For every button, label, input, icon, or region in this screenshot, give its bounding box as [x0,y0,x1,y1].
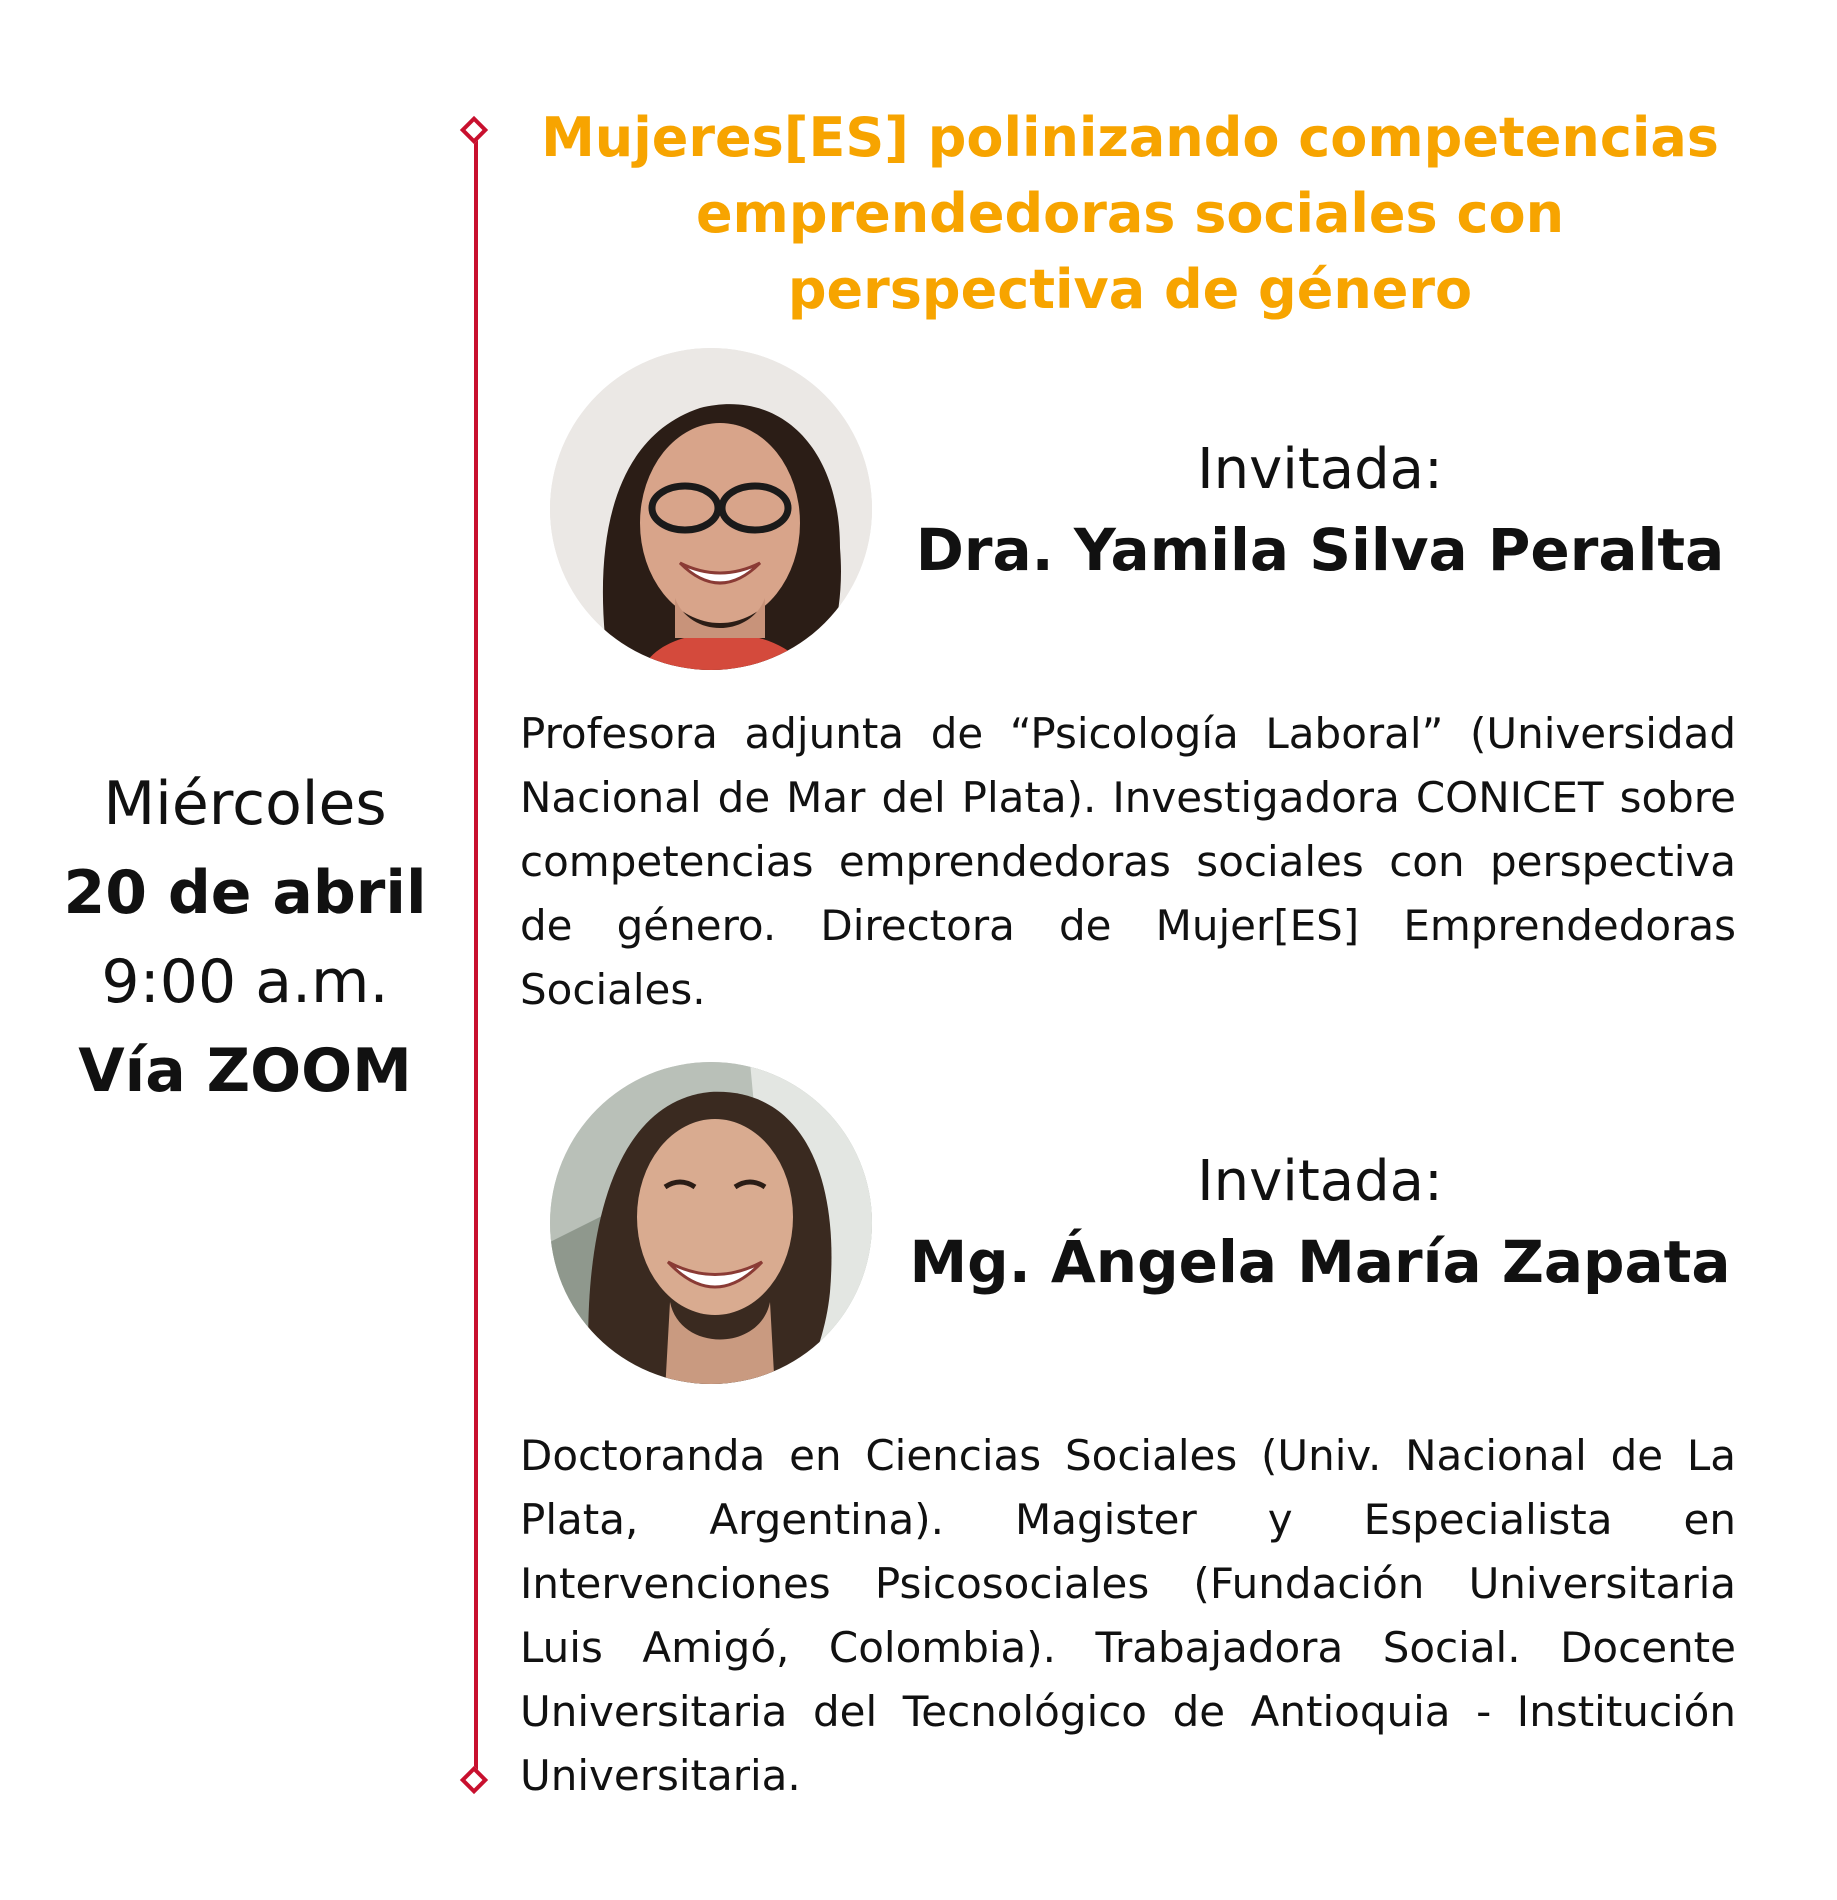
guest-1-heading [900,432,1740,592]
event-day: Miércoles [103,769,387,839]
guest-2-heading [900,1144,1740,1304]
timeline-start-marker [460,116,488,144]
event-title: Mujeres[ES] polinizando competencias emprendedoras sociales con perspectiva de género [541,106,1719,321]
timeline-line [474,128,478,1788]
guest-1-bio: Profesora adjunta de “Psicología Laboral” (Universidad Nacional de Mar del Plata). Investigadora CONICET sobre competencias emprendedoras sociales con perspectiva de género. Directora de Mujer[ES] Emprendedoras Sociales. [520,709,1736,1014]
guest-2-avatar [550,1062,872,1384]
guest-2-label: Invitada: [1197,1149,1443,1214]
guest-1-name: Dra. Yamila Silva Peralta [915,516,1725,584]
guest-2-name: Mg. Ángela María Zapata [909,1228,1731,1296]
event-platform: Vía ZOOM [78,1036,412,1106]
guest-1-avatar [550,348,872,670]
guest-2-photo [550,1062,872,1384]
guest-1-label: Invitada: [1197,437,1443,502]
event-time: 9:00 a.m. [101,947,389,1017]
guest-2-bio: Doctoranda en Ciencias Sociales (Univ. Nacional de La Plata, Argentina). Magister y Especialista en Intervenciones Psicosociales (Fundación Universitaria Luis Amigó, Colombia). Trabajadora Social. Docente Universitaria del Tecnológico de Antioquia - Institución Universitaria. [520,1431,1736,1800]
event-schedule [40,760,450,1116]
event-date: 20 de abril [63,858,427,928]
timeline-end-marker [460,1766,488,1794]
guest-1-photo [550,348,872,670]
